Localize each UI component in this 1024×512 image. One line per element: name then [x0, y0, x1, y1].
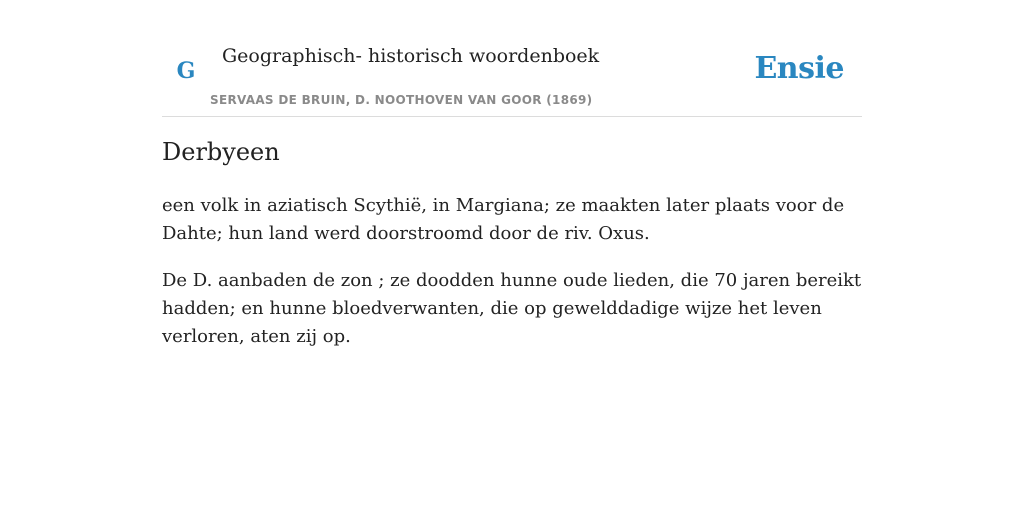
book-title[interactable]: Geographisch- historisch woordenboek [222, 45, 600, 67]
entry-title: Derbyeen [162, 138, 280, 166]
entry-paragraph: De D. aanbaden de zon ; ze doodden hunne oude lieden, die 70 jaren bereikt hadden; en hunne bloedverwanten, die op gewelddadige wijze het leven verloren, aten zij op. [162, 270, 862, 347]
book-authors: SERVAAS DE BRUIN, D. NOOTHOVEN VAN GOOR (1869) [210, 93, 593, 107]
book-badge-icon: G [176, 58, 196, 84]
page-header [162, 0, 862, 117]
page-container [162, 0, 862, 347]
brand-logo[interactable]: Ensie [754, 51, 844, 86]
entry-paragraph: een volk in aziatisch Scythië, in Margiana; ze maakten later plaats voor de Dahte; hun land werd doorstroomd door de riv. Oxus. [162, 195, 845, 244]
